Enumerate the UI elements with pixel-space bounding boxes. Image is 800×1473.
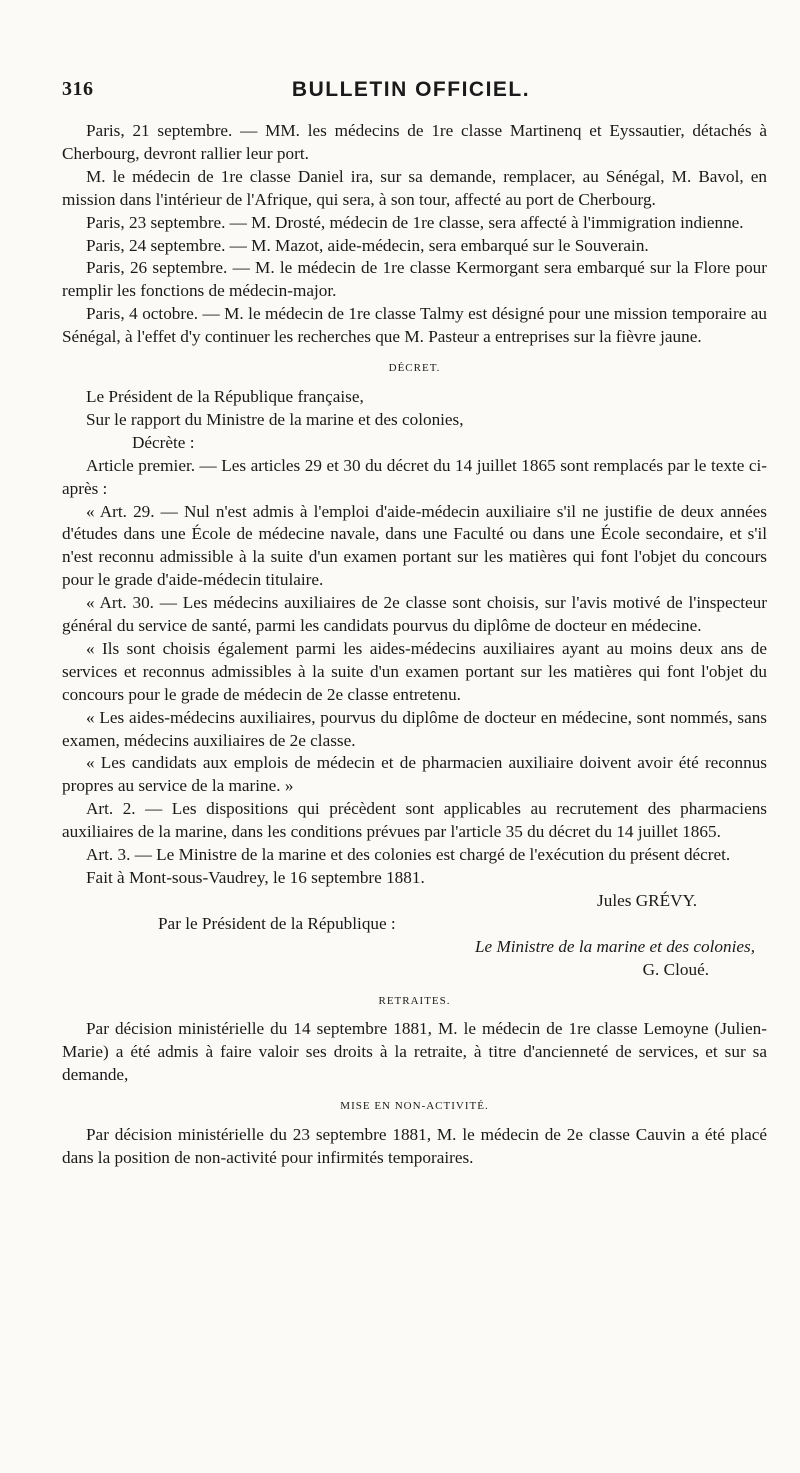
page-number: 316 [62, 78, 94, 100]
paragraph-p5: Paris, 26 septembre. — M. le médecin de 1re classe Kermorgant sera embarqué sur la Flore pour remplir les fonctions de médecin-major. [62, 258, 767, 301]
decret-line-2: Sur le rapport du Ministre de la marine et des colonies, [86, 409, 464, 429]
article-premier: Article premier. — Les articles 29 et 30 du décret du 14 juillet 1865 sont remplacés par le texte ci-après : [62, 455, 767, 498]
decret-line-1: Le Président de la République française, [86, 386, 364, 406]
paragraph-p1: Paris, 21 septembre. — MM. les médecins de 1re classe Martinenq et Eyssautier, détachés à Cherbourg, devront rallier leur port. [62, 121, 767, 163]
signature-par: Par le Président de la République : [158, 913, 396, 933]
article-30-c: « Les aides-médecins auxiliaires, pourvus du diplôme de docteur en médecine, sont nommés, sans examen, médecins auxiliaires de 2e classe. [62, 707, 767, 750]
paragraph-p2: M. le médecin de 1re classe Daniel ira, sur sa demande, remplacer, au Sénégal, M. Bavol, en mission dans l'intérieur de l'Afrique, qui sera, à son tour, affecté au port de Cherbourg. [62, 166, 767, 209]
paragraph-p4: Paris, 24 septembre. — M. Mazot, aide-médecin, sera embarqué sur le Souverain. [86, 235, 649, 255]
paragraph-retraite: Par décision ministérielle du 14 septembre 1881, M. le médecin de 1re classe Lemoyne (Julien-Marie) a été admis à faire valoir ses droits à la retraite, à titre d'ancienneté de services, et sur sa demande, [62, 1019, 767, 1085]
article-30-b: « Ils sont choisis également parmi les aides-médecins auxiliaires ayant au moins deux ans de services et reconnus admissibles à la suite d'un examen portant sur les matières qui font l'objet du concours pour le grade de médecin de 2e classe entretenu. [62, 638, 767, 704]
paragraph-p3: Paris, 23 septembre. — M. Drosté, médecin de 1re classe, sera affecté à l'immigration indienne. [86, 212, 744, 232]
section-heading-non-activite: MISE EN NON-ACTIVITÉ. [340, 1100, 489, 1113]
section-heading-decret: DÉCRET. [388, 362, 441, 375]
running-title: BULLETIN OFFICIEL. [291, 78, 531, 101]
paragraph-p6: Paris, 4 octobre. — M. le médecin de 1re classe Talmy est désigné pour une mission temporaire au Sénégal, à l'effet d'y continuer les recherches que M. Pasteur a entreprises sur la fièvre jaune. [62, 304, 767, 347]
article-2: Art. 2. — Les dispositions qui précèdent sont applicables au recrutement des pharmaciens auxiliaires de la marine, dans les conditions prévues par l'article 35 du décret du 14 juillet 1865. [62, 799, 767, 842]
article-3: Art. 3. — Le Ministre de la marine et des colonies est chargé de l'exécution du présent décret. [86, 845, 731, 865]
page-header [62, 78, 760, 108]
section-heading-retraites: RETRAITES. [378, 994, 451, 1007]
article-30: « Art. 30. — Les médecins auxiliaires de 2e classe sont choisis, sur l'avis motivé de l'inspecteur général du service de santé, parmi les candidats pourvus du diplôme de docteur en médecine. [62, 593, 767, 636]
article-30-d: « Les candidats aux emplois de médecin et de pharmacien auxiliaire doivent avoir été reconnus propres au service de la marine. » [62, 753, 767, 796]
signature-minister: Le Ministre de la marine et des colonies, [474, 936, 755, 956]
decret-line-3: Décrète : [132, 432, 195, 452]
article-29: « Art. 29. — Nul n'est admis à l'emploi d'aide-médecin auxiliaire s'il ne justifie de deux années d'études dans une École de médecine navale, dans une Faculté ou dans une École secondaire, et s'il n'est reconnu admissible à la suite d'un examen portant sur les matières qui font l'objet du concours pour le grade d'aide-médecin titulaire. [62, 501, 767, 590]
signature-president: Jules GRÉVY. [597, 890, 697, 910]
document-body [62, 120, 767, 1170]
fait-line: Fait à Mont-sous-Vaudrey, le 16 septembre 1881. [86, 868, 425, 887]
paragraph-non-activite: Par décision ministérielle du 23 septembre 1881, M. le médecin de 2e classe Cauvin a été placé dans la position de non-activité pour infirmités temporaires. [62, 1125, 767, 1167]
signature-cloue: G. Cloué. [642, 959, 709, 979]
